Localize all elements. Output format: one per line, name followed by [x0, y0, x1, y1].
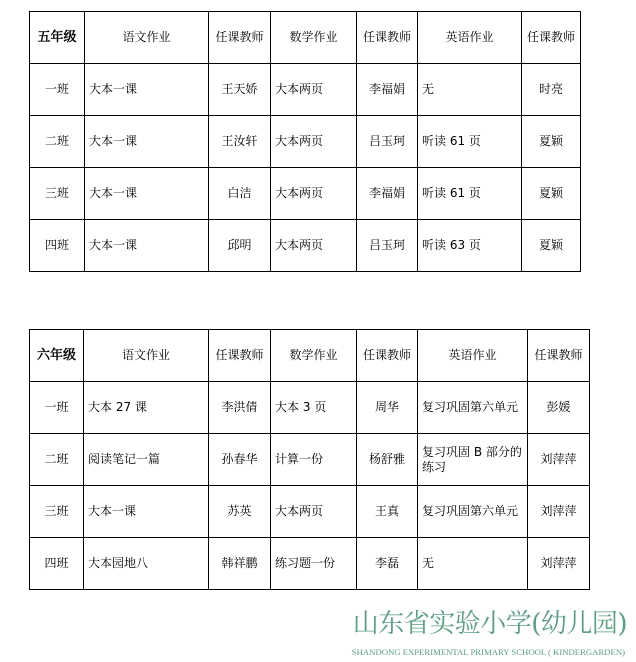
math-teacher-header: 任课教师	[357, 330, 418, 382]
math-teacher-cell: 李磊	[357, 538, 418, 590]
table-row	[30, 64, 581, 116]
english-teacher-header: 任课教师	[528, 330, 590, 382]
chinese-teacher-cell: 白洁	[209, 168, 271, 220]
english-homework-cell: 无	[418, 538, 528, 590]
english-teacher-cell: 刘萍萍	[528, 486, 590, 538]
class-cell: 一班	[30, 382, 84, 434]
math-teacher-cell: 吕玉珂	[357, 220, 418, 272]
math-homework-header: 数学作业	[271, 330, 357, 382]
chinese-teacher-header: 任课教师	[209, 330, 271, 382]
english-teacher-cell: 夏颖	[522, 168, 581, 220]
class-cell: 二班	[30, 434, 84, 486]
grade-header: 五年级	[30, 12, 85, 64]
english-teacher-cell: 刘萍萍	[528, 538, 590, 590]
class-cell: 四班	[30, 220, 85, 272]
chinese-teacher-cell: 孙春华	[209, 434, 271, 486]
table-row	[30, 486, 590, 538]
english-teacher-cell: 刘萍萍	[528, 434, 590, 486]
english-homework-cell: 听读 63 页	[418, 220, 522, 272]
math-homework-cell: 大本两页	[271, 116, 357, 168]
chinese-teacher-cell: 韩祥鹏	[209, 538, 271, 590]
class-cell: 三班	[30, 486, 84, 538]
english-teacher-cell: 时亮	[522, 64, 581, 116]
grade-header: 六年级	[30, 330, 84, 382]
table-row	[30, 116, 581, 168]
grade5-homework-table	[29, 11, 581, 272]
chinese-homework-cell: 大本一课	[85, 220, 209, 272]
chinese-teacher-cell: 李洪倩	[209, 382, 271, 434]
math-teacher-cell: 周华	[357, 382, 418, 434]
grade6-homework-table	[29, 329, 590, 590]
chinese-homework-header: 语文作业	[85, 12, 209, 64]
table-row	[30, 168, 581, 220]
math-homework-cell: 大本两页	[271, 220, 357, 272]
math-teacher-cell: 李福娟	[357, 64, 418, 116]
table-header-row	[30, 12, 581, 64]
math-teacher-cell: 杨舒雅	[357, 434, 418, 486]
english-homework-cell: 复习巩固第六单元	[418, 486, 528, 538]
math-homework-cell: 大本 3 页	[271, 382, 357, 434]
table-row	[30, 220, 581, 272]
chinese-homework-cell: 大本一课	[85, 116, 209, 168]
english-homework-header: 英语作业	[418, 330, 528, 382]
chinese-teacher-cell: 王天娇	[209, 64, 271, 116]
class-cell: 一班	[30, 64, 85, 116]
chinese-homework-cell: 大本一课	[84, 486, 209, 538]
chinese-homework-cell: 大本一课	[85, 64, 209, 116]
school-logo-english: SHANDONG EXPERIMENTAL PRIMARY SCHOOL ( KINDERGARDEN)	[351, 647, 625, 657]
class-cell: 二班	[30, 116, 85, 168]
english-homework-cell: 无	[418, 64, 522, 116]
chinese-homework-header: 语文作业	[84, 330, 209, 382]
english-homework-cell: 复习巩固第六单元	[418, 382, 528, 434]
chinese-teacher-header: 任课教师	[209, 12, 271, 64]
chinese-homework-cell: 大本一课	[85, 168, 209, 220]
chinese-homework-cell: 阅读笔记一篇	[84, 434, 209, 486]
math-teacher-header: 任课教师	[357, 12, 418, 64]
class-cell: 四班	[30, 538, 84, 590]
math-homework-cell: 大本两页	[271, 64, 357, 116]
class-cell: 三班	[30, 168, 85, 220]
math-homework-cell: 计算一份	[271, 434, 357, 486]
english-homework-cell: 听读 61 页	[418, 116, 522, 168]
math-homework-header: 数学作业	[271, 12, 357, 64]
chinese-teacher-cell: 王汝轩	[209, 116, 271, 168]
english-teacher-cell: 夏颖	[522, 116, 581, 168]
english-teacher-header: 任课教师	[522, 12, 581, 64]
table-row	[30, 382, 590, 434]
table-row	[30, 538, 590, 590]
math-teacher-cell: 李福娟	[357, 168, 418, 220]
math-homework-cell: 大本两页	[271, 486, 357, 538]
english-teacher-cell: 彭媛	[528, 382, 590, 434]
english-teacher-cell: 夏颖	[522, 220, 581, 272]
school-logo-chinese: 山东省实验小学(幼儿园)	[352, 609, 627, 639]
math-homework-cell: 练习题一份	[271, 538, 357, 590]
chinese-teacher-cell: 苏英	[209, 486, 271, 538]
table-row	[30, 434, 590, 486]
math-homework-cell: 大本两页	[271, 168, 357, 220]
math-teacher-cell: 王真	[357, 486, 418, 538]
english-homework-cell: 复习巩固 B 部分的练习	[418, 434, 528, 486]
english-homework-cell: 听读 61 页	[418, 168, 522, 220]
chinese-homework-cell: 大本园地八	[84, 538, 209, 590]
chinese-homework-cell: 大本 27 课	[84, 382, 209, 434]
math-teacher-cell: 吕玉珂	[357, 116, 418, 168]
english-homework-header: 英语作业	[418, 12, 522, 64]
table-header-row	[30, 330, 590, 382]
chinese-teacher-cell: 邱明	[209, 220, 271, 272]
